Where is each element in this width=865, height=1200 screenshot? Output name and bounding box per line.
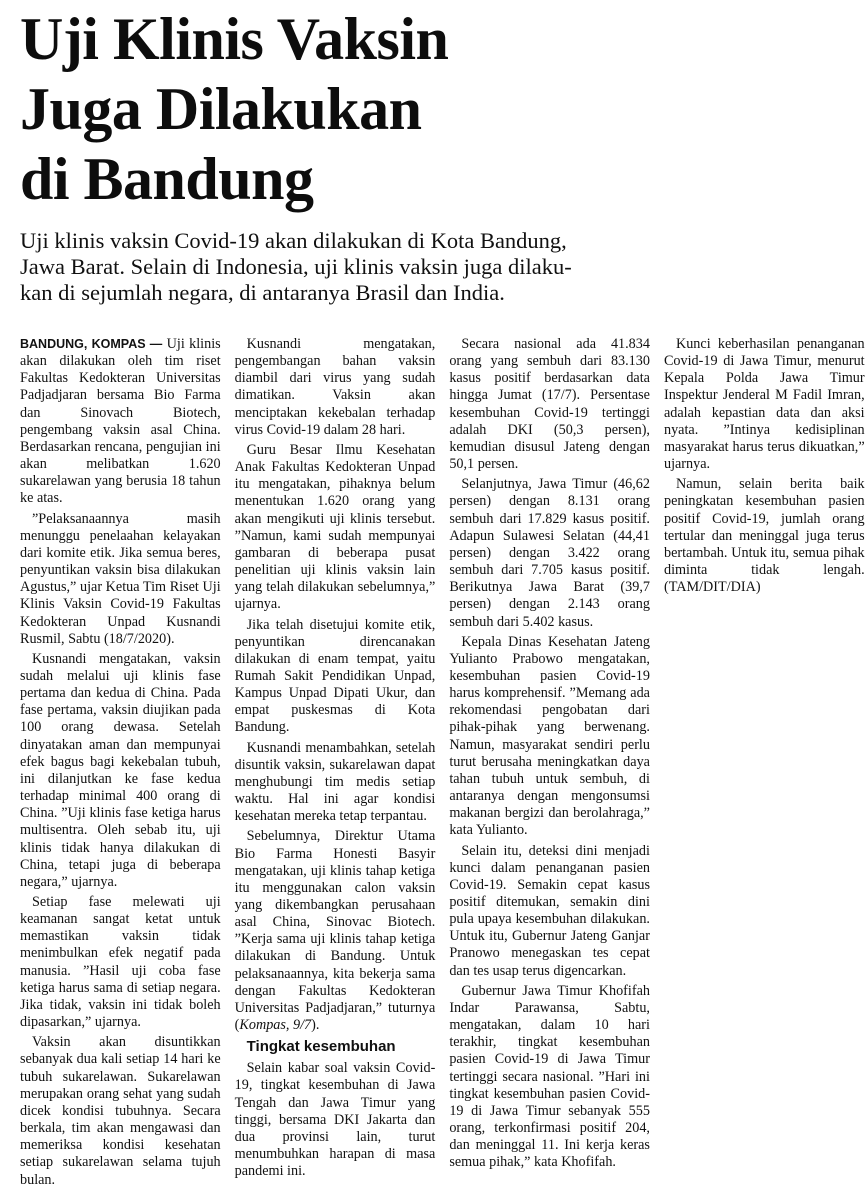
- article-paragraph: Kusnandi mengatakan, vaksin sudah melalui uji klinis fase pertama dan kedua di China. Pada fase pertama, vaksin diujikan pada 100 orang dewasa. Setelah dinyatakan aman dan mempunyai efek bagus bagi kekebalan tubuh, ini dilanjutkan ke fase kedua terhadap minimal 400 orang di China. ”Uji klinis fase ketiga harus multisentra. Oleh sebab itu, uji klinis tidak hanya dilakukan di China, tetapi juga di beberapa negara,” ujarnya.: [20, 650, 221, 890]
- lede-line-2: Jawa Barat. Selain di Indonesia, uji klinis vaksin juga dilaku-: [20, 254, 572, 279]
- article-paragraph: ”Pelaksanaannya masih menunggu penelaahan kelayakan dari komite etik. Jika semua beres, penyuntikan vaksin bisa dilakukan Agustus,” ujar Ketua Tim Riset Uji Klinis Vaksin Covid-19 Fakultas Kedokteran Unpad Kusnandi Rusmil, Sabtu (18/7/2020).: [20, 510, 221, 647]
- headline: [20, 0, 650, 214]
- headline-line-3: di Bandung: [20, 146, 314, 212]
- article-paragraph: Selanjutnya, Jawa Timur (46,62 persen) dengan 8.131 orang sembuh dari 17.829 kasus positif. Adapun Sulawesi Selatan (44,41 persen) dengan 3.422 orang sembuh dari 7.705 kasus positif. Berikutnya Jawa Barat (39,7 persen) dengan 2.143 orang sembuh dari 5.402 kasus.: [449, 476, 650, 630]
- article-body: [20, 336, 865, 1192]
- article-paragraph: Gubernur Jawa Timur Khofifah Indar Parawansa, Sabtu, mengatakan, dalam 10 hari terakhir, tingkat kesembuhan pasien Covid-19 di Jawa Timur tertinggi secara nasional. ”Hari ini tingkat kesembuhan pasien Covid-19 di Jawa Timur sebanyak 555 orang, terkonfirmasi positif 204, dan meninggal 11. Ini kerja keras semua pihak,” kata Khofifah.: [449, 982, 650, 1171]
- article-paragraph: Kusnandi menambahkan, setelah disuntik vaksin, sukarelawan dapat menghubungi tim medis setiap waktu. Hal ini agar kondisi kesehatan mereka tetap terpantau.: [234, 739, 436, 825]
- article-paragraph: Kepala Dinas Kesehatan Jateng Yulianto Prabowo mengatakan, kesembuhan pasien Covid-19 harus komprehensif. ”Memang ada rekomendasi pengobatan dari pihak-pihak yang berwenang. Namun, masyarakat sendiri perlu turut berusaha meningkatkan daya tahan tubuh untuk sembuh, di antaranya dengan mengonsumsi makanan bergizi dan berolahraga,” kata Yulianto.: [449, 633, 650, 839]
- lede-line-3: kan di sejumlah negara, di antaranya Brasil dan India.: [20, 280, 505, 305]
- article-paragraph: Setiap fase melewati uji keamanan sangat ketat untuk memastikan vaksin tidak menimbulkan efek negatif pada manusia. ”Hasil uji coba fase ketiga harus sama di setiap negara. Jika tidak, vaksin ini tidak boleh dipasarkan,” ujarnya.: [20, 894, 221, 1031]
- dateline: BANDUNG, KOMPAS —: [20, 337, 163, 351]
- lede-line-1: Uji klinis vaksin Covid-19 akan dilakukan di Kota Bandung,: [20, 228, 567, 253]
- article-paragraph: BANDUNG, KOMPAS — Uji klinis akan dilakukan oleh tim riset Fakultas Kedokteran Universitas Padjadjaran bersama Bio Farma dan Sinovach Biotech, pengembang vaksin asal China. Berdasarkan rencana, pengujian ini akan melibatkan 1.620 sukarelawan yang berusia 18 tahun ke atas.: [20, 336, 221, 507]
- headline-line-2: Juga Dilakukan: [20, 76, 422, 142]
- article-paragraph: Vaksin akan disuntikkan sebanyak dua kali setiap 14 hari ke tubuh sukarelawan. Sukarelawan merupakan orang sehat yang sudah dicek kondisi tubuhnya. Secara berkala, tim akan mengawasi dan memeriksa kondisi kesehatan setiap sukarelawan selama tujuh bulan.: [20, 1034, 221, 1188]
- citation: Kompas, 9/7: [239, 1017, 312, 1034]
- headline-line-1: Uji Klinis Vaksin: [20, 6, 449, 72]
- article-paragraph: Sebelumnya, Direktur Utama Bio Farma Honesti Basyir mengatakan, uji klinis tahap ketiga itu menggunakan calon vaksin yang dikembangkan perusahaan asal China, Sinovac Biotech. ”Kerja sama uji klinis tahap ketiga dilakukan di Bandung. Untuk pelaksanaannya, kita bekerja sama dengan Fakultas Kedokteran Universitas Padjadjaran,” tuturnya (Kompas, 9/7).: [234, 828, 436, 1034]
- article-paragraph: Namun, selain berita baik peningkatan kesembuhan pasien positif Covid-19, jumlah orang tertular dan meninggal juga terus bertambah. Untuk itu, semua pihak diminta tidak lengah. (TAM/DIT/DIA): [663, 476, 865, 596]
- article-paragraph: Jika telah disetujui komite etik, penyuntikan direncanakan dilakukan di enam tempat, yaitu Rumah Sakit Pendidikan Unpad, Kampus Unpad Dipati Ukur, dan empat puskesmas di Kota Bandung.: [234, 616, 436, 736]
- article-paragraph: Kusnandi mengatakan, pengembangan bahan vaksin diambil dari virus yang sudah dimatikan. Vaksin akan menciptakan kekebalan terhadap virus Covid-19 dalam 28 hari.: [234, 336, 436, 438]
- article-paragraph: Secara nasional ada 41.834 orang yang sembuh dari 83.130 kasus positif berdasarkan data hingga Jumat (17/7). Persentase kesembuhan Covid-19 tertinggi adalah DKI (50,3 persen), kemudian disusul Jateng dengan 50,1 persen.: [449, 336, 650, 473]
- byline: (TAM/DIT/DIA): [663, 579, 761, 596]
- subheading: Tingkat kesembuhan: [246, 1038, 396, 1056]
- article-paragraph: Guru Besar Ilmu Kesehatan Anak Fakultas Kedokteran Unpad itu mengatakan, pihaknya belum menentukan 1.620 orang yang akan mengikuti uji klinis tersebut. ”Namun, kami sudah mempunyai gambaran di beberapa pusat penelitian uji klinis vaksin lain yang telah dilakukan sebelumnya,” ujarnya.: [234, 441, 436, 613]
- article-paragraph: Kunci keberhasilan penanganan Covid-19 di Jawa Timur, menurut Kepala Polda Jawa Timur Inspektur Jenderal M Fadil Imran, adalah kepastian data dan aksi nyata. ”Intinya kedisiplinan masyarakat harus terus dikuatkan,” ujarnya.: [663, 336, 865, 473]
- article-paragraph: Selain itu, deteksi dini menjadi kunci dalam penanganan pasien Covid-19. Semakin cepat kasus positif ditemukan, semakin dini pula upaya kesembuhan dilakukan. Untuk itu, Gubernur Jateng Ganjar Pranowo menegaskan tes cepat dan tes usap terus digencarkan.: [449, 842, 650, 979]
- lede: [20, 228, 650, 306]
- article-paragraph: Selain kabar soal vaksin Covid-19, tingkat kesembuhan di Jawa Tengah dan Jawa Timur yang tinggi, bersama DKI Jakarta dan dua provinsi lain, turut menumbuhkan harapan di masa pandemi ini.: [234, 1060, 436, 1180]
